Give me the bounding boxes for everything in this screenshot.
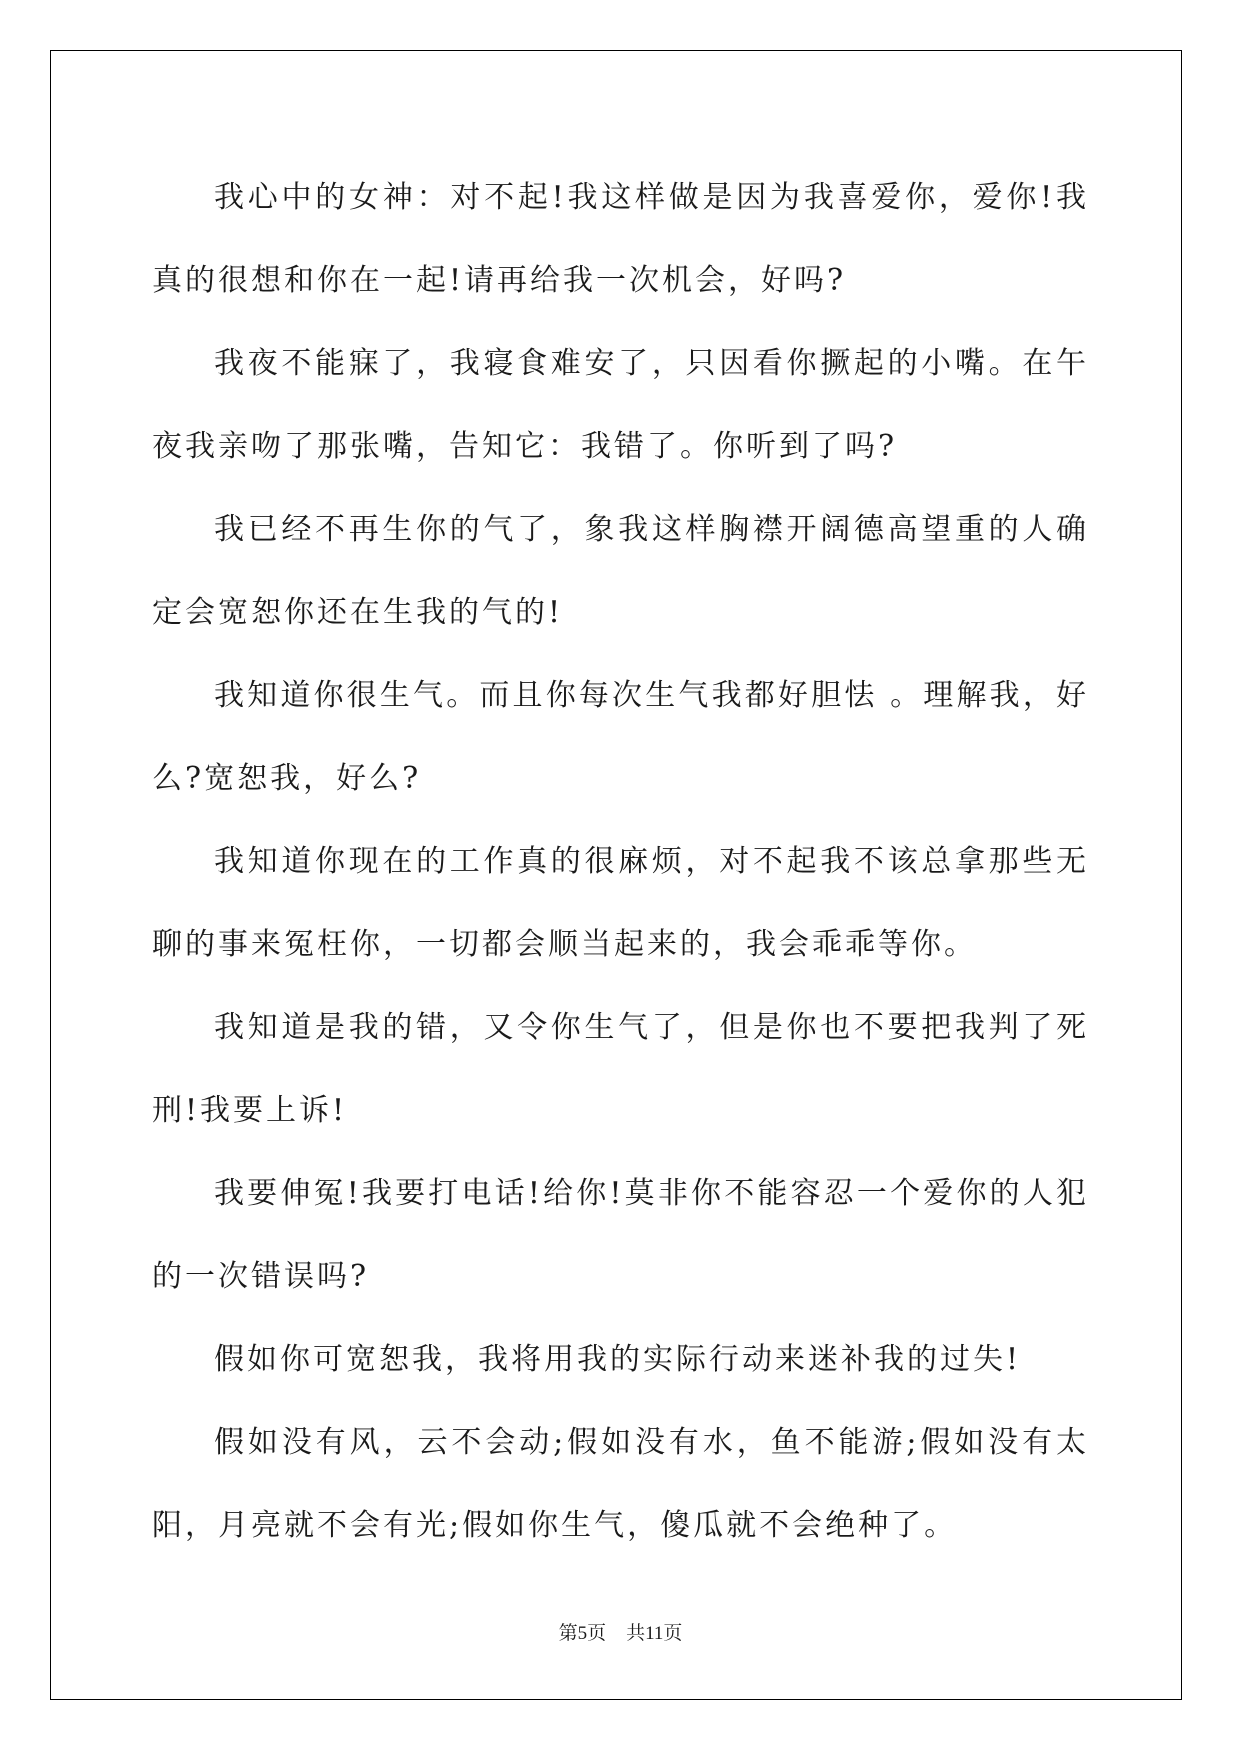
paragraph-7: 我要伸冤!我要打电话!给你!莫非你不能容忍一个爱你的人犯的一次错误吗? <box>152 1176 1089 1294</box>
paragraph-3: 我已经不再生你的气了，象我这样胸襟开阔德高望重的人确定会宽恕你还在生我的气的! <box>152 512 1089 630</box>
page-footer <box>0 1618 1241 1645</box>
document-body <box>152 156 1089 1567</box>
paragraph-2: 我夜不能寐了，我寝食难安了，只因看你撅起的小嘴。在午夜我亲吻了那张嘴，告知它：我错了。你听到了吗? <box>152 346 1089 464</box>
paragraph-4: 我知道你很生气。而且你每次生气我都好胆怯 。理解我，好么?宽恕我，好么? <box>152 678 1089 796</box>
page-number: 第5页 <box>558 1623 607 1644</box>
paragraph-5: 我知道你现在的工作真的很麻烦，对不起我不该总拿那些无聊的事来冤枉你，一切都会顺当起来的，我会乖乖等你。 <box>152 844 1089 962</box>
paragraph-9: 假如没有风，云不会动;假如没有水，鱼不能游;假如没有太阳，月亮就不会有光;假如你生气，傻瓜就不会绝种了。 <box>152 1425 1089 1543</box>
paragraph-8: 假如你可宽恕我，我将用我的实际行动来迷补我的过失! <box>214 1342 1022 1377</box>
page-total: 共11页 <box>626 1623 683 1644</box>
paragraph-1: 我心中的女神：对不起!我这样做是因为我喜爱你，爱你!我真的很想和你在一起!请再给我一次机会，好吗? <box>152 180 1089 298</box>
paragraph-6: 我知道是我的错，又令你生气了，但是你也不要把我判了死刑!我要上诉! <box>152 1010 1089 1128</box>
